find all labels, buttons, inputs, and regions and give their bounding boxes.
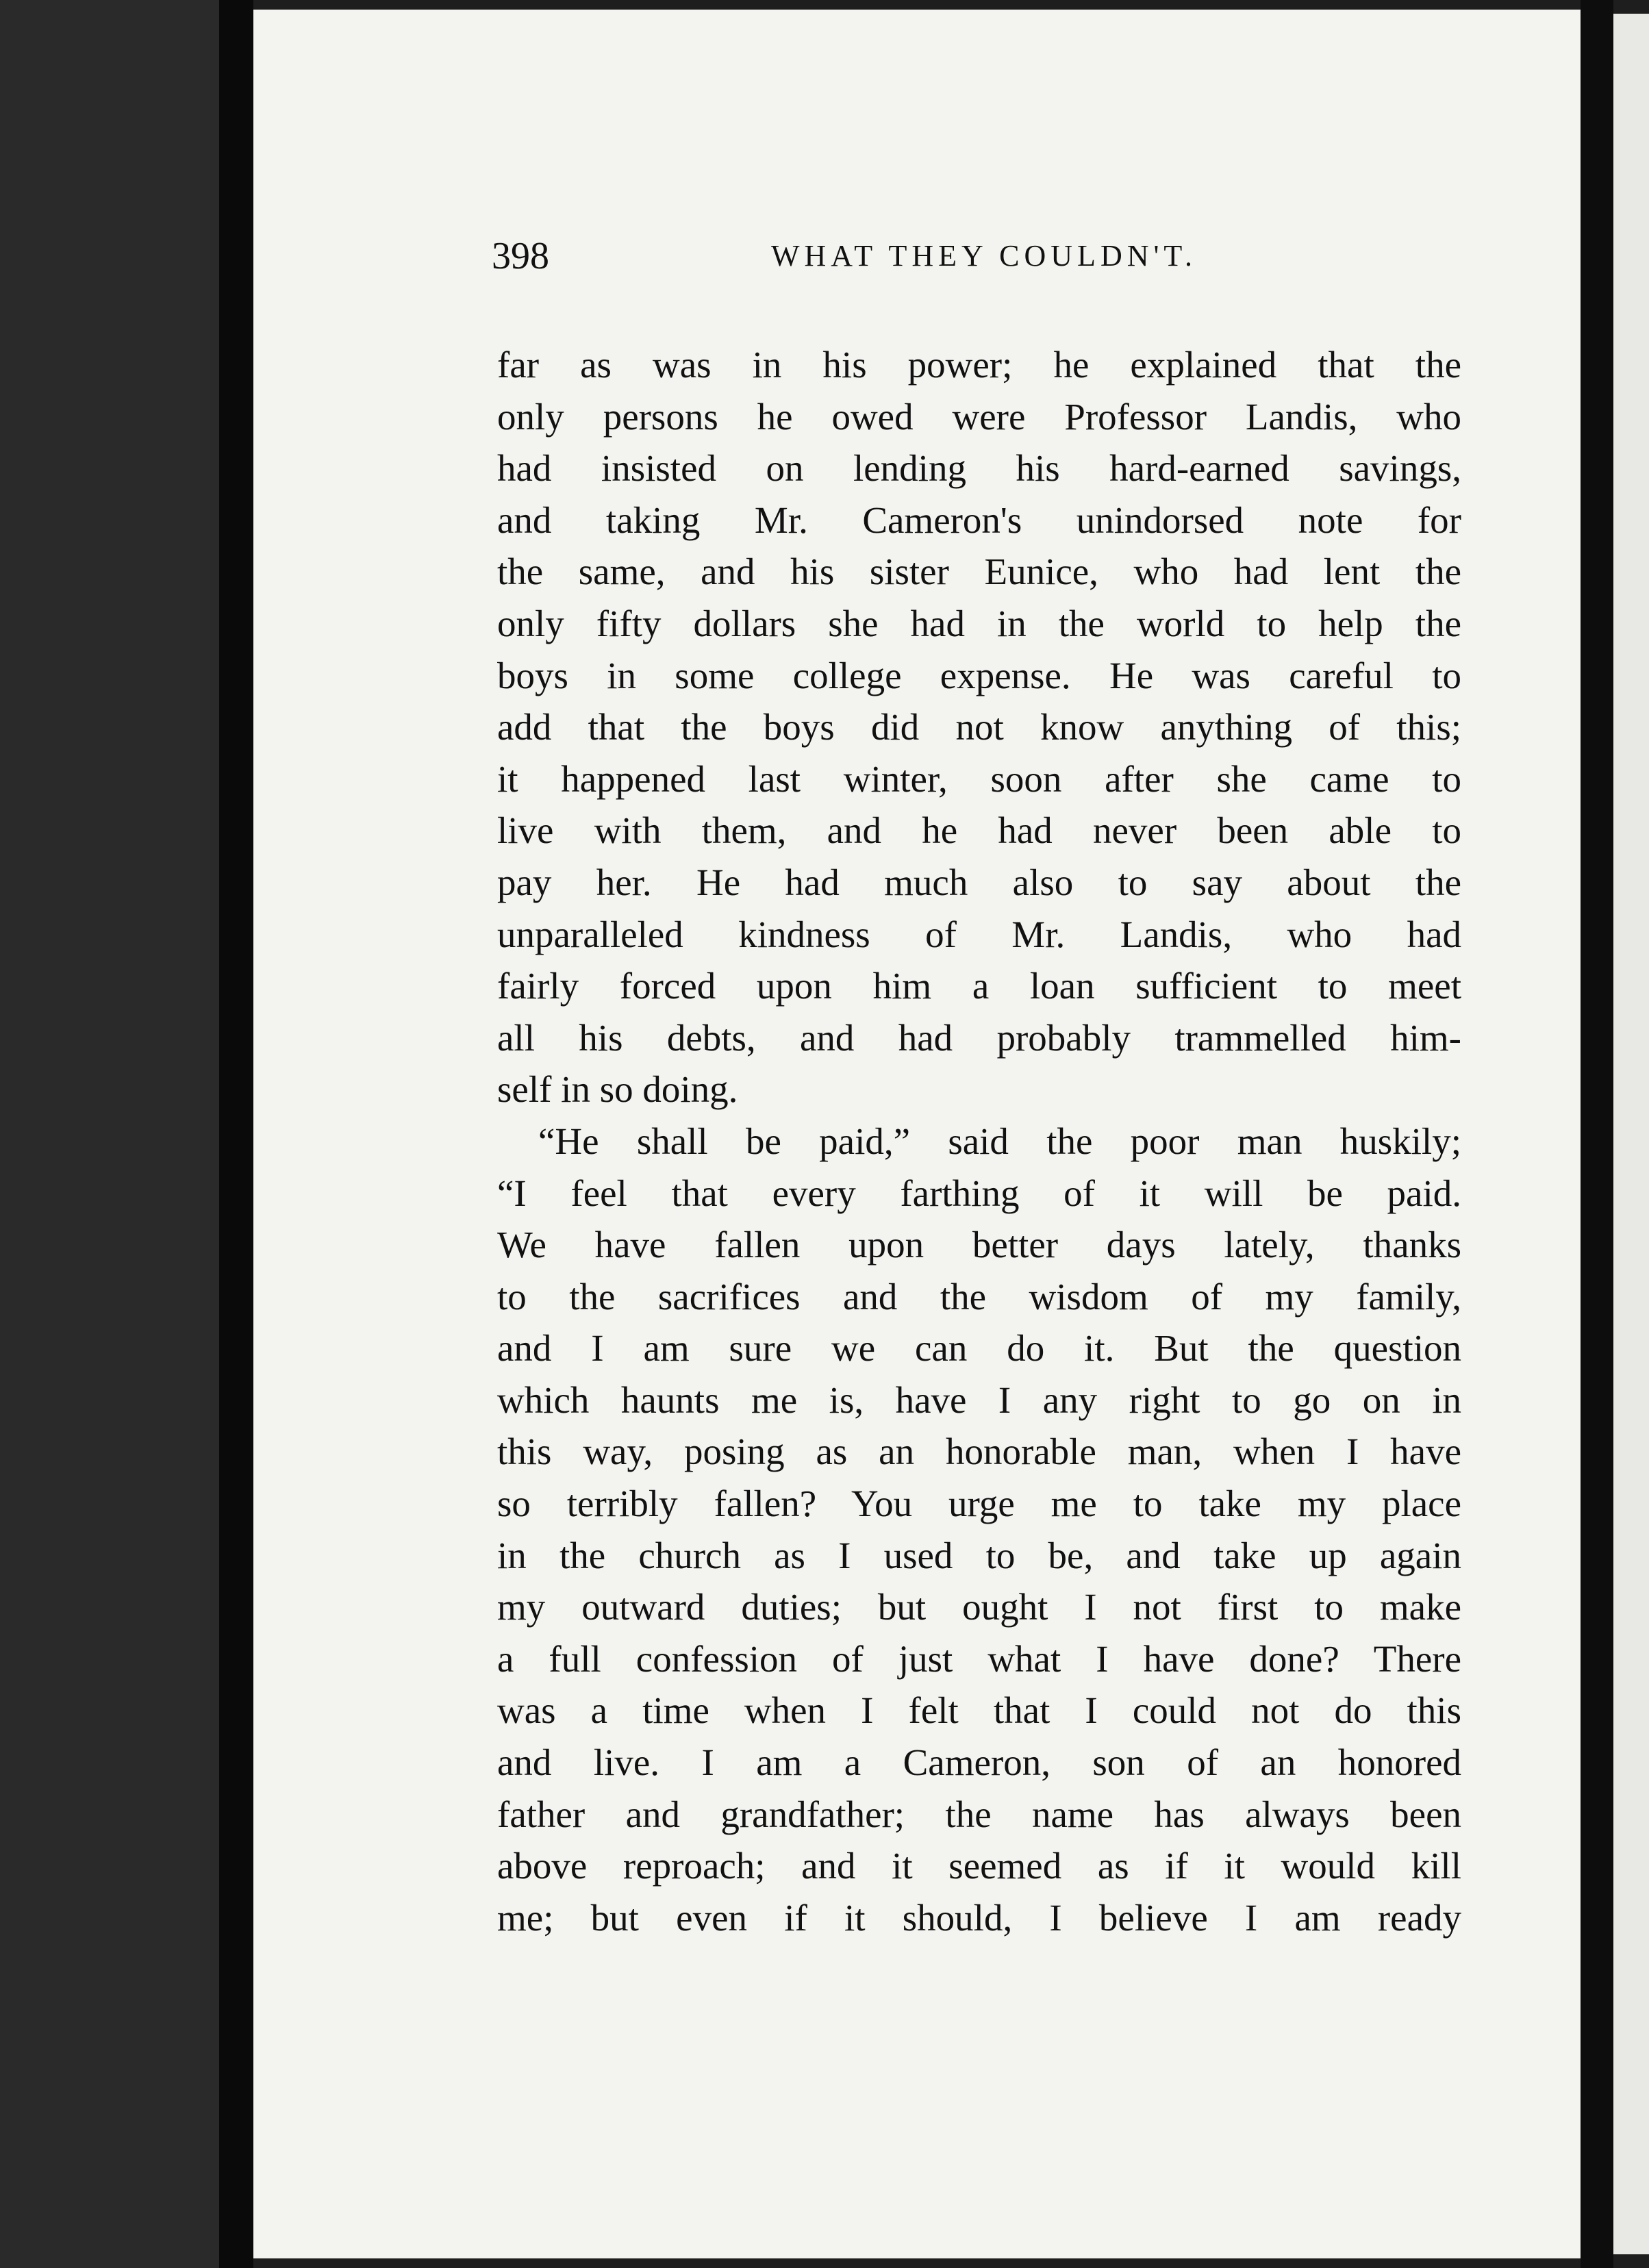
text-line: had insisted on lending his hard-earned savings,: [497, 447, 1461, 490]
scan-margin-left: [0, 0, 219, 2268]
text-line: boys in some college expense. He was careful to: [497, 654, 1461, 696]
text-line: and I am sure we can do it. But the question: [497, 1327, 1461, 1370]
text-line: all his debts, and had probably trammelled him-: [497, 1016, 1461, 1059]
text-line: which haunts me is, have I any right to go on in: [497, 1378, 1461, 1421]
text-line: only persons he owed were Professor Landis, who: [497, 395, 1461, 438]
text-line: so terribly fallen? You urge me to take my place: [497, 1483, 1461, 1525]
book-binding-shadow: [219, 0, 253, 2268]
text-line: this way, posing as an honorable man, when I have: [497, 1431, 1461, 1473]
text-line: self in so doing.: [497, 1068, 738, 1111]
text-line: We have fallen upon better days lately, thanks: [497, 1224, 1461, 1266]
text-line: my outward duties; but ought I not first to make: [497, 1586, 1461, 1628]
text-line: and live. I am a Cameron, son of an honored: [497, 1741, 1461, 1784]
next-page-edge: [1613, 14, 1649, 2254]
text-line: “I feel that every farthing of it will be paid.: [497, 1172, 1461, 1214]
text-line: me; but even if it should, I believe I am ready: [497, 1896, 1461, 1939]
page-number: 398: [492, 235, 549, 277]
running-title: WHAT THEY COULDN'T.: [771, 239, 1198, 273]
text-line: only fifty dollars she had in the world to help the: [497, 602, 1461, 644]
text-line: add that the boys did not know anything of this;: [497, 706, 1461, 748]
text-line: was a time when I felt that I could not do this: [497, 1689, 1461, 1732]
running-head: [492, 234, 1218, 289]
text-line: above reproach; and it seemed as if it would kill: [497, 1845, 1461, 1887]
text-line: and taking Mr. Cameron's unindorsed note for: [497, 499, 1461, 541]
text-line: far as was in his power; he explained that the: [497, 344, 1461, 386]
text-line: in the church as I used to be, and take up again: [497, 1534, 1461, 1576]
body-text: [497, 339, 1461, 1943]
text-line: to the sacrifices and the wisdom of my family,: [497, 1275, 1461, 1318]
text-line: it happened last winter, soon after she came to: [497, 757, 1461, 800]
scan-gutter-right: [1581, 0, 1613, 2268]
text-line: live with them, and he had never been able to: [497, 809, 1461, 852]
text-line: “He shall be paid,” said the poor man huskily;: [538, 1120, 1461, 1162]
text-line: father and grandfather; the name has always been: [497, 1793, 1461, 1835]
text-line: the same, and his sister Eunice, who had lent the: [497, 551, 1461, 593]
text-line: pay her. He had much also to say about the: [497, 861, 1461, 903]
text-line: unparalleled kindness of Mr. Landis, who had: [497, 913, 1461, 955]
text-line: a full confession of just what I have done? There: [497, 1637, 1461, 1680]
text-line: fairly forced upon him a loan sufficient to meet: [497, 965, 1461, 1007]
